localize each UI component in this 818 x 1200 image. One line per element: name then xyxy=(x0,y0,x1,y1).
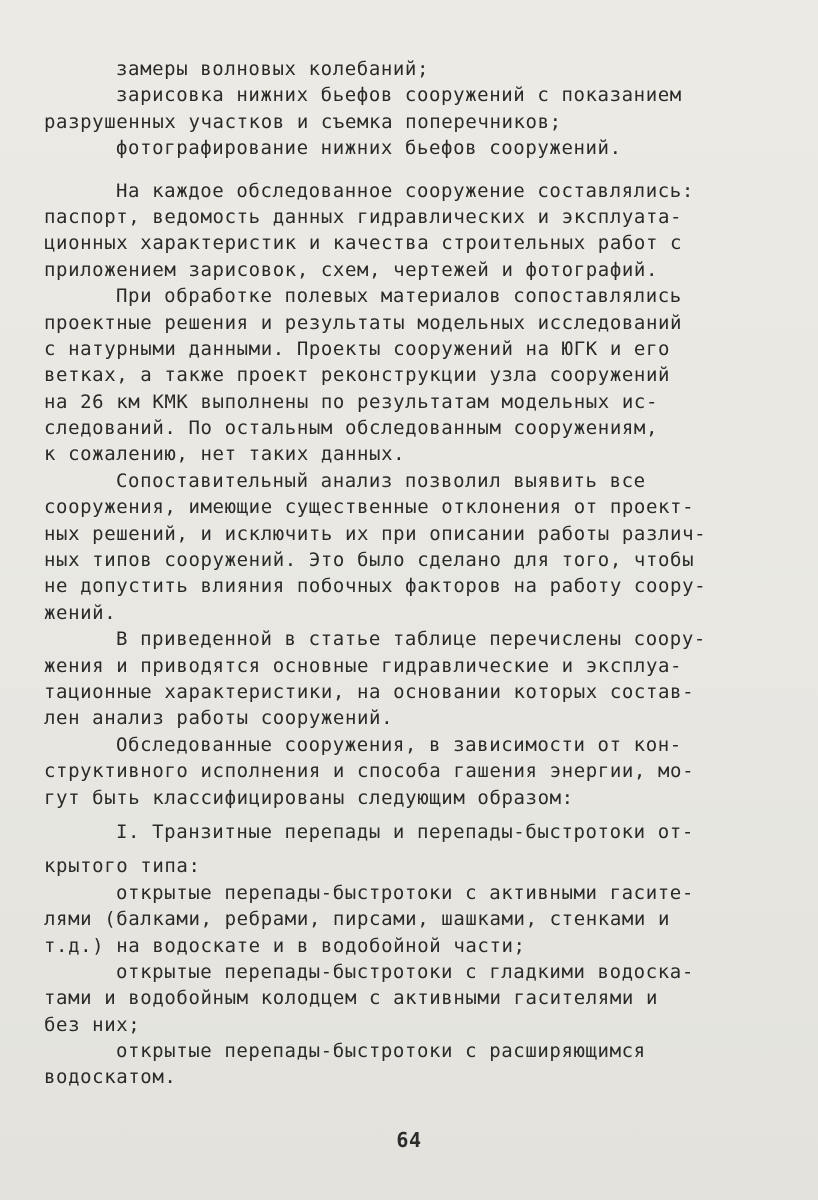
text-line: В приведенной в статье таблице перечислены соору- xyxy=(116,628,706,651)
text-line: паспорт, ведомость данных гидравлических и эксплуата- xyxy=(44,205,683,228)
text-line: ных решений, и исключить их при описании работы различ- xyxy=(44,522,707,545)
text-line: При обработке полевых материалов сопоставлялись xyxy=(116,285,682,308)
text-line: тами и водобойным колодцем с активными гасителями и xyxy=(44,987,658,1010)
section-gap xyxy=(44,845,784,853)
text-line: ветках, а также проект реконструкции узла сооружений xyxy=(44,364,671,387)
text-line: т.д.) на водоскате и в водобойной части; xyxy=(44,934,526,957)
text-line: проектные решения и результаты модельных исследований xyxy=(44,311,683,334)
text-line: зарисовка нижних бьефов сооружений с показанием xyxy=(116,84,682,107)
text-line: фотографирование нижних бьефов сооружений. xyxy=(116,137,622,160)
section-gap xyxy=(44,811,784,819)
text-line: приложением зарисовок, схем, чертежей и фотографий. xyxy=(44,258,658,281)
text-line: открытые перепады-быстротоки с активными гасите- xyxy=(116,881,694,904)
text-line: открытые перепады-быстротоки с гладкими водоска- xyxy=(116,960,694,983)
text-line: На каждое обследованное сооружение составлялись: xyxy=(116,179,694,202)
text-line: тационные характеристики, на основании которых состав- xyxy=(44,680,695,703)
text-line: следований. По остальным обследованным сооружениям, xyxy=(44,417,658,440)
page-number: 64 xyxy=(396,1128,422,1152)
text-line: лен анализ работы сооружений. xyxy=(44,707,394,730)
body-text xyxy=(44,56,784,1091)
text-line: с натурными данными. Проекты сооружений на ЮГК и его xyxy=(44,337,671,360)
text-line: открытые перепады-быстротоки с расширяющимся xyxy=(116,1040,646,1063)
text-line: к сожалению, нет таких данных. xyxy=(44,443,406,466)
text-line: лями (балками, ребрами, пирсами, шашками, стенками и xyxy=(44,908,671,931)
text-line: жений. xyxy=(44,601,117,624)
text-line: без них; xyxy=(44,1013,141,1036)
text-line: I. Транзитные перепады и перепады-быстротоки от- xyxy=(116,820,694,843)
text-line: ных типов сооружений. Это было сделано для того, чтобы xyxy=(44,549,695,572)
text-line: гут быть классифицированы следующим образом: xyxy=(44,786,574,809)
paragraph-gap xyxy=(44,162,784,178)
text-line: жения и приводятся основные гидравлические и эксплуа- xyxy=(44,654,683,677)
text-line: не допустить влияния побочных факторов на работу соору- xyxy=(44,575,707,598)
text-line: крытого типа: xyxy=(44,855,201,878)
text-line: ционных характеристик и качества строительных работ с xyxy=(44,232,683,255)
text-line: на 26 км КМК выполнены по результатам модельных ис- xyxy=(44,390,658,413)
text-line: Сопоставительный анализ позволил выявить все xyxy=(116,469,646,492)
text-line: водоскатом. xyxy=(44,1066,177,1089)
text-line: замеры волновых колебаний; xyxy=(116,58,430,80)
text-line: разрушенных участков и съемка поперечников; xyxy=(44,110,562,133)
text-line: структивного исполнения и способа гашения энергии, мо- xyxy=(44,760,695,783)
text-line: Обследованные сооружения, в зависимости от кон- xyxy=(116,733,682,756)
text-line: сооружения, имеющие существенные отклонения от проект- xyxy=(44,496,695,519)
